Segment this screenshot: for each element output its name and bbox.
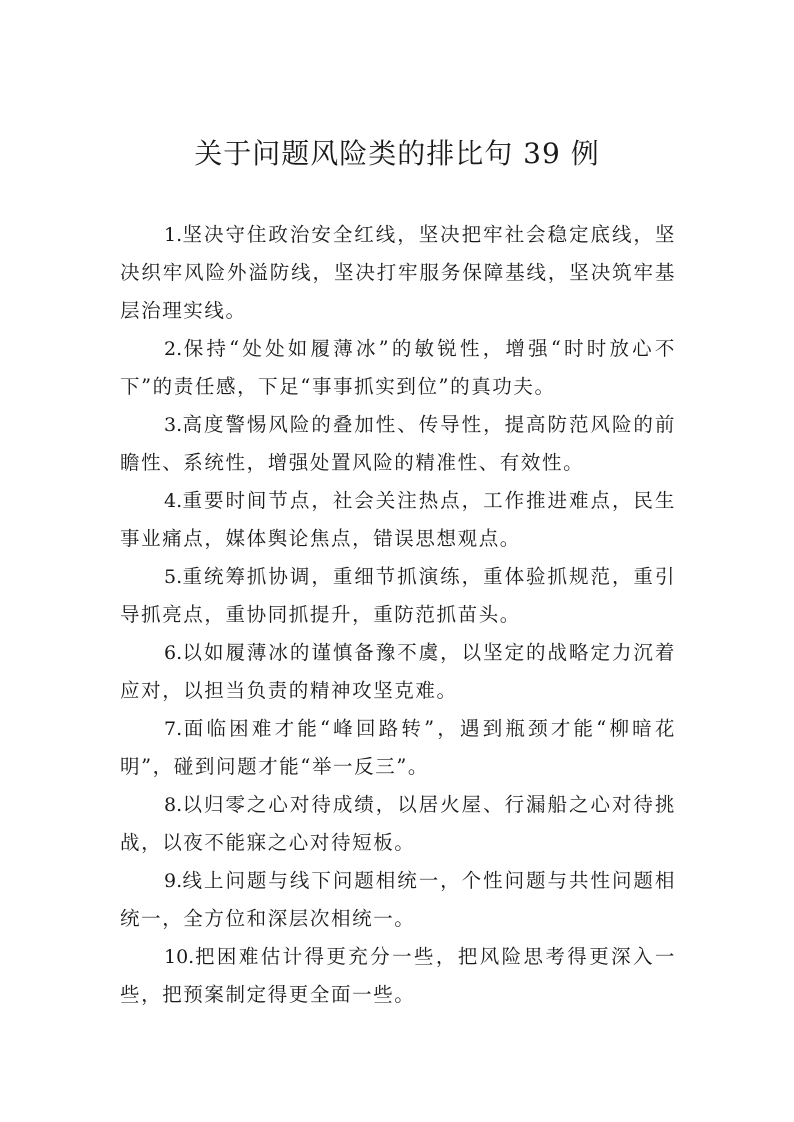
item-text: 重统筹抓协调，重细节抓演练，重体验抓规范，重引导抓亮点，重协同抓提升，重防范抓苗头。: [120, 565, 676, 626]
list-item: [120, 862, 676, 938]
item-text: 保持“处处如履薄冰”的敏锐性，增强“时时放心不下”的责任感，下足“事事抓实到位”的真功夫。: [120, 337, 676, 398]
item-number: 8.: [164, 794, 183, 816]
item-number: 1.: [164, 224, 183, 246]
list-item: [120, 406, 676, 482]
item-text: 高度警惕风险的叠加性、传导性，提高防范风险的前瞻性、系统性，增强处置风险的精准性、有效性。: [120, 413, 676, 474]
list-item: [120, 710, 676, 786]
item-text: 面临困难才能“峰回路转”，遇到瓶颈才能“柳暗花明”，碰到问题才能“举一反三”。: [120, 717, 676, 778]
item-text: 坚决守住政治安全红线，坚决把牢社会稳定底线，坚决织牢风险外溢防线，坚决打牢服务保障基线，坚决筑牢基层治理实线。: [120, 223, 676, 322]
item-number: 4.: [164, 490, 183, 512]
item-number: 10.: [164, 946, 195, 968]
item-number: 2.: [164, 338, 183, 360]
item-number: 3.: [164, 414, 183, 436]
item-text: 重要时间节点，社会关注热点，工作推进难点，民生事业痛点，媒体舆论焦点，错误思想观点。: [120, 489, 676, 550]
item-text: 把困难估计得更充分一些，把风险思考得更深入一些，把预案制定得更全面一些。: [120, 945, 676, 1006]
item-text: 以归零之心对待成绩，以居火屋、行漏船之心对待挑战，以夜不能寐之心对待短板。: [120, 793, 676, 854]
item-number: 6.: [164, 642, 183, 664]
list-item: [120, 786, 676, 862]
item-text: 以如履薄冰的谨慎备豫不虞，以坚定的战略定力沉着应对，以担当负责的精神攻坚克难。: [120, 641, 676, 702]
list-item: [120, 938, 676, 1014]
item-number: 5.: [164, 566, 183, 588]
document-title: 关于问题风险类的排比句 39 例: [194, 137, 600, 170]
item-number: 7.: [164, 718, 183, 740]
list-item: [120, 216, 676, 330]
list-item: [120, 558, 676, 634]
list-item: [120, 482, 676, 558]
list-item: [120, 634, 676, 710]
item-number: 9.: [164, 870, 183, 892]
document-body: [120, 216, 676, 1014]
list-item: [120, 330, 676, 406]
item-text: 线上问题与线下问题相统一，个性问题与共性问题相统一，全方位和深层次相统一。: [120, 869, 676, 930]
